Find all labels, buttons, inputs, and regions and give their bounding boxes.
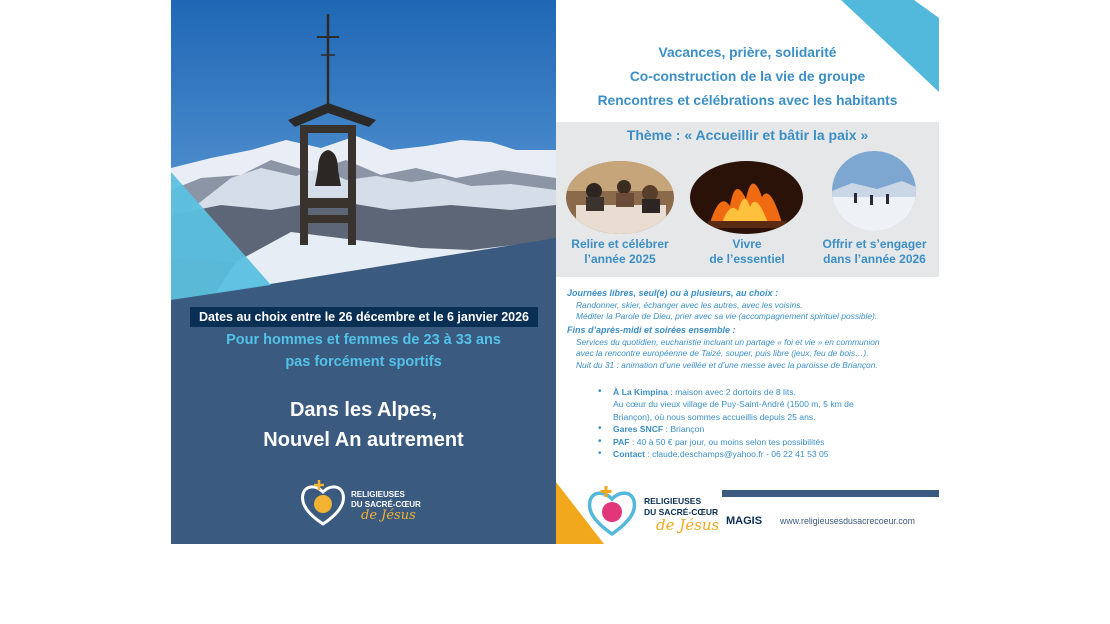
audience-line-2: pas forcément sportifs <box>285 354 442 370</box>
logo-script: de Jésus <box>656 516 720 534</box>
tagline-1: Vacances, prière, solidarité <box>658 45 837 60</box>
audience-line-1: Pour hommes et femmes de 23 à 33 ans <box>226 332 501 348</box>
religieuses-logo-right <box>586 482 726 542</box>
heart-globe-icon <box>299 476 347 528</box>
website-link[interactable]: www.religieusesdusacrecoeur.com <box>780 516 915 526</box>
logo-line-1: RELIGIEUSES <box>644 496 702 506</box>
info-station: • Gares SNCF : Briançon <box>598 423 854 435</box>
tagline-2: Co-construction de la vie de groupe <box>629 69 866 84</box>
tagline-3: Rencontres et célébrations avec les habitants <box>597 93 898 108</box>
caption-1: Relire et célébrer l’année 2025 <box>571 237 669 266</box>
info-paf: • PAF : 40 à 50 € par jour, ou moins selon tes possibilités <box>598 436 854 448</box>
section-evenings: Fins d’après-midi et soirées ensemble : Services du quotidien, eucharistie incluant un partage « foi et vie » en communion avec la rencontre européenne de Taizé, souper, puis libre (jeux, feu de bois…). Nuit du 31 : animation d’une veillée et d’une messe avec la paroisse de Briançon. <box>567 325 880 370</box>
logo-line-2: DU SACRÉ-CŒUR <box>351 500 421 509</box>
navy-panel-shapes <box>171 0 556 544</box>
caption-3: Offrir et s’engager dans l’année 2026 <box>822 237 927 266</box>
info-contact: • Contact : claude.deschamps@yahoo.fr - 06 22 41 53 05 <box>598 448 854 460</box>
snow-hikers-photo <box>832 151 916 231</box>
logo-line-1: RELIGIEUSES <box>351 490 405 499</box>
religieuses-logo <box>299 476 434 534</box>
right-panel <box>556 0 939 544</box>
theme-title: Thème : « Accueillir et bâtir la paix » <box>626 127 869 143</box>
left-panel <box>171 0 556 544</box>
title-line-1: Dans les Alpes, <box>289 399 438 421</box>
fireplace-photo <box>690 161 803 234</box>
footer-divider <box>722 490 939 497</box>
title-line-2: Nouvel An autrement <box>263 429 464 451</box>
section-free-days: Journées libres, seul(e) ou à plusieurs, au choix : Randonner, skier, échanger avec les autres, avec les voisins. Méditer la Parole de Dieu, prier avec sa vie (accompagnement spirituel possible). <box>567 288 878 322</box>
info-place-line2: Au cœur du vieux village de Puy-Saint-André (1500 m, 5 km de <box>613 399 854 410</box>
caption-2: Vivre de l’essentiel <box>709 237 785 266</box>
info-place: • À La Kimpina : maison avec 2 dortoirs de 8 lits. <box>598 386 854 398</box>
logo-script: de Jésus <box>361 508 416 523</box>
dates-banner: Dates au choix entre le 26 décembre et le 6 janvier 2026 <box>190 307 538 327</box>
logo-line-2: DU SACRÉ-CŒUR <box>644 507 719 517</box>
magis-logo: MAGIS <box>726 515 763 527</box>
heart-globe-icon <box>586 482 638 538</box>
practical-info-list <box>598 386 854 460</box>
group-meal-photo <box>566 161 674 234</box>
info-place-line3: Briançon), où nous sommes accueillis depuis 25 ans. <box>613 411 816 422</box>
